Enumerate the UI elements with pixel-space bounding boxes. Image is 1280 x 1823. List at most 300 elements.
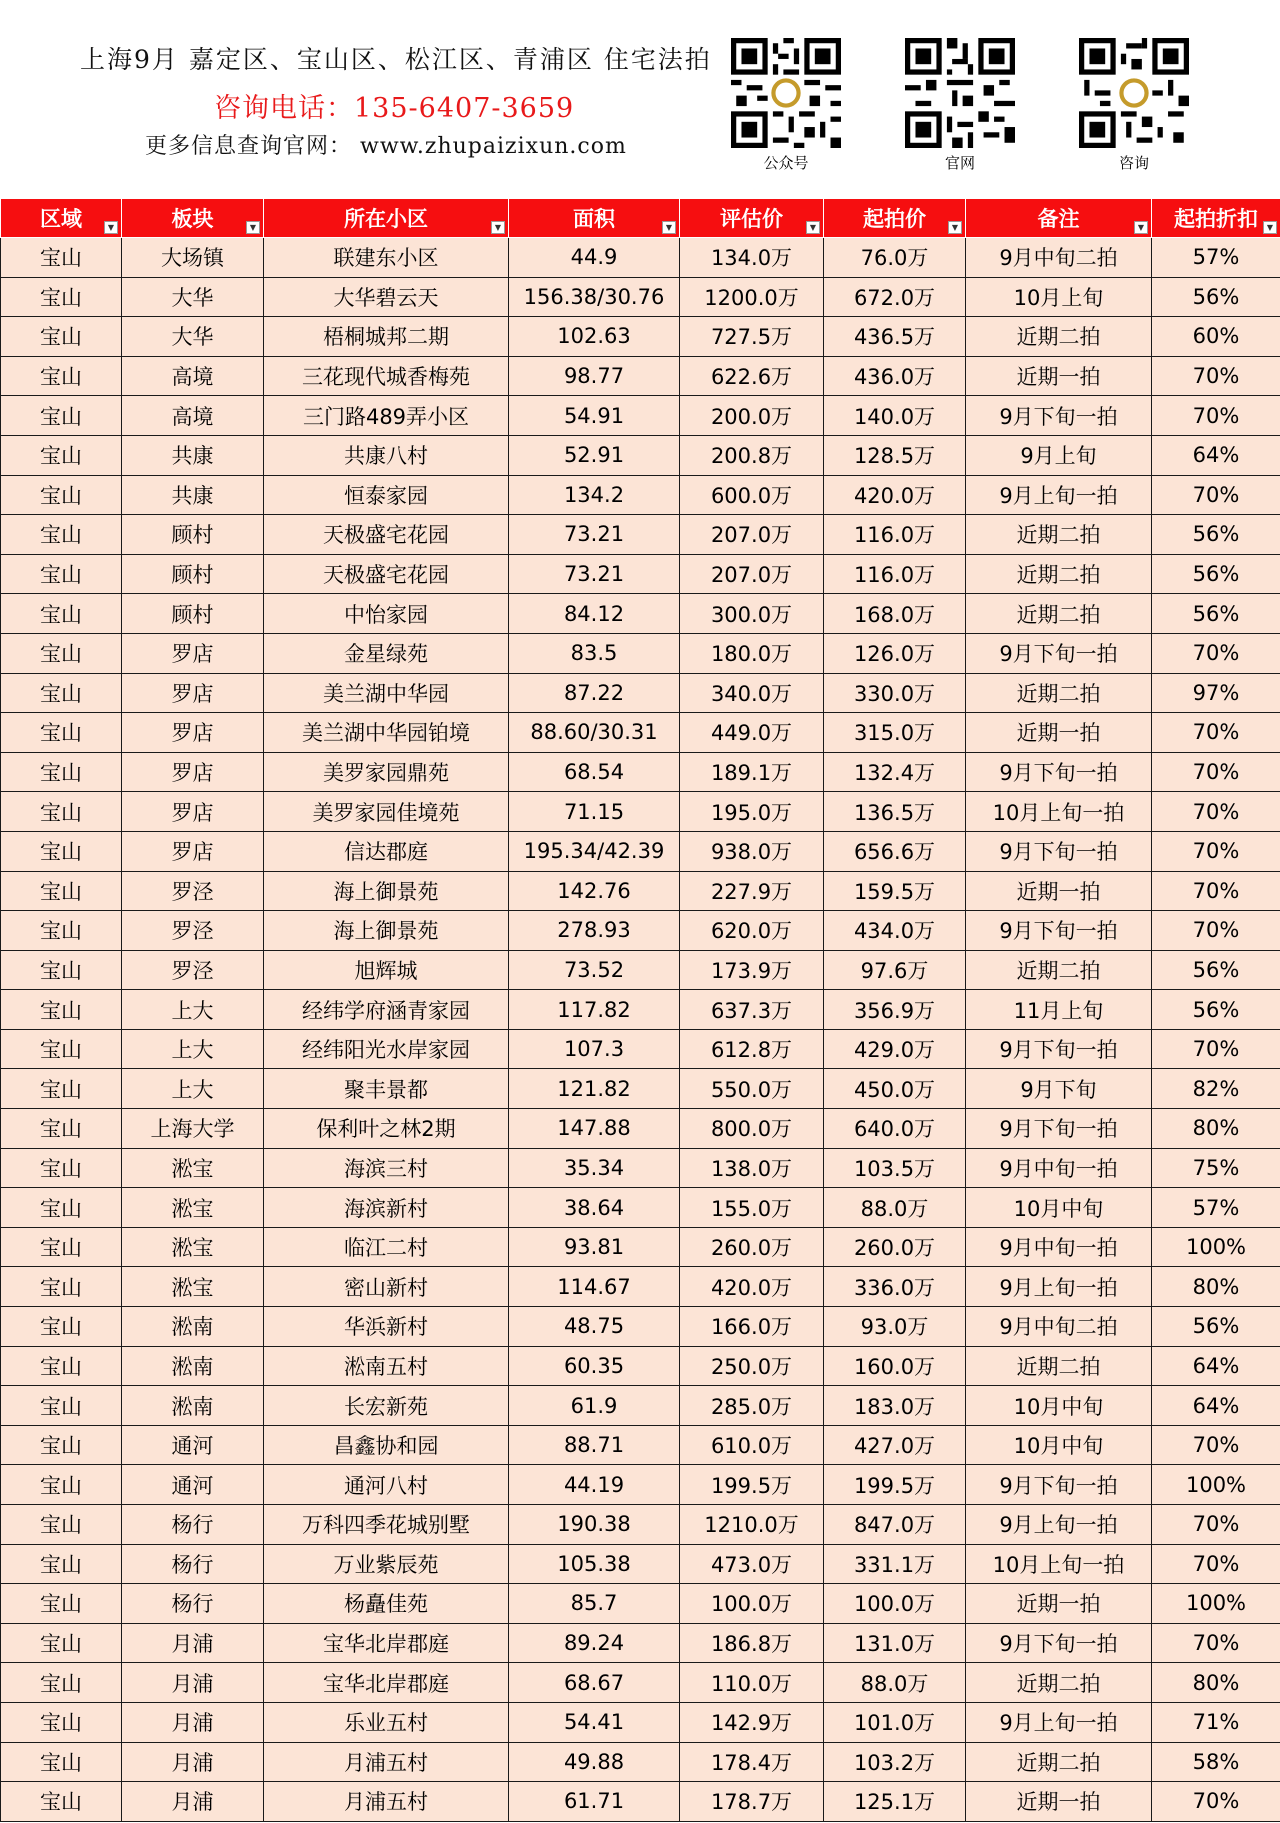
cell-note: 近期二拍 [966, 594, 1152, 634]
cell-appraisal: 199.5万 [680, 1465, 824, 1505]
cell-starting-price: 125.1万 [824, 1782, 966, 1822]
auction-table [0, 198, 1280, 1822]
cell-starting-price: 97.6万 [824, 950, 966, 990]
cell-starting-price: 116.0万 [824, 554, 966, 594]
cell-area: 49.88 [509, 1742, 680, 1782]
cell-starting-price: 260.0万 [824, 1227, 966, 1267]
cell-area: 88.60/30.31 [509, 713, 680, 753]
cell-appraisal: 600.0万 [680, 475, 824, 515]
cell-district: 宝山 [1, 673, 122, 713]
table-row [1, 831, 1280, 871]
cell-area: 44.19 [509, 1465, 680, 1505]
table-row [1, 554, 1280, 594]
cell-sector: 淞南 [122, 1386, 264, 1426]
cell-appraisal: 207.0万 [680, 515, 824, 555]
cell-sector: 高境 [122, 396, 264, 436]
cell-note: 近期一拍 [966, 1584, 1152, 1624]
cell-starting-price: 101.0万 [824, 1702, 966, 1742]
cell-discount: 70% [1152, 356, 1280, 396]
qr-code-icon [905, 38, 1015, 148]
column-header[interactable]: 板块 ▼ [122, 199, 264, 238]
cell-area: 190.38 [509, 1505, 680, 1545]
cell-sector: 杨行 [122, 1584, 264, 1624]
cell-starting-price: 429.0万 [824, 1029, 966, 1069]
cell-community: 万业紫辰苑 [264, 1544, 509, 1584]
cell-sector: 淞宝 [122, 1148, 264, 1188]
table-row [1, 633, 1280, 673]
filter-dropdown-icon[interactable]: ▼ [246, 221, 260, 234]
cell-note: 9月上旬 [966, 435, 1152, 475]
page-title: 上海9月 嘉定区、宝山区、松江区、青浦区 住宅法拍 [80, 45, 712, 74]
cell-area: 73.21 [509, 554, 680, 594]
cell-area: 87.22 [509, 673, 680, 713]
cell-district: 宝山 [1, 792, 122, 832]
cell-community: 海滨新村 [264, 1188, 509, 1228]
cell-appraisal: 473.0万 [680, 1544, 824, 1584]
cell-area: 195.34/42.39 [509, 831, 680, 871]
table-row [1, 396, 1280, 436]
cell-appraisal: 155.0万 [680, 1188, 824, 1228]
cell-community: 月浦五村 [264, 1742, 509, 1782]
cell-area: 142.76 [509, 871, 680, 911]
cell-starting-price: 640.0万 [824, 1109, 966, 1149]
table-row [1, 1188, 1280, 1228]
cell-area: 54.41 [509, 1702, 680, 1742]
cell-discount: 70% [1152, 1425, 1280, 1465]
cell-note: 9月中旬二拍 [966, 1307, 1152, 1347]
cell-discount: 70% [1152, 792, 1280, 832]
cell-discount: 80% [1152, 1267, 1280, 1307]
cell-sector: 通河 [122, 1425, 264, 1465]
cell-appraisal: 166.0万 [680, 1307, 824, 1347]
cell-discount: 70% [1152, 752, 1280, 792]
column-header[interactable]: 备注 ▼ [966, 199, 1152, 238]
table-row [1, 356, 1280, 396]
cell-sector: 大华 [122, 277, 264, 317]
cell-starting-price: 140.0万 [824, 396, 966, 436]
cell-note: 10月中旬 [966, 1425, 1152, 1465]
cell-community: 海滨三村 [264, 1148, 509, 1188]
cell-discount: 70% [1152, 1782, 1280, 1822]
cell-district: 宝山 [1, 435, 122, 475]
cell-community: 大华碧云天 [264, 277, 509, 317]
cell-discount: 70% [1152, 633, 1280, 673]
cell-appraisal: 727.5万 [680, 317, 824, 357]
cell-note: 9月下旬一拍 [966, 752, 1152, 792]
cell-discount: 82% [1152, 1069, 1280, 1109]
cell-sector: 大华 [122, 317, 264, 357]
cell-area: 44.9 [509, 238, 680, 278]
cell-district: 宝山 [1, 396, 122, 436]
cell-appraisal: 110.0万 [680, 1663, 824, 1703]
cell-area: 89.24 [509, 1623, 680, 1663]
table-row [1, 1623, 1280, 1663]
cell-district: 宝山 [1, 1346, 122, 1386]
qr-caption: 官网 [944, 154, 975, 172]
cell-sector: 上大 [122, 1029, 264, 1069]
cell-note: 9月下旬一拍 [966, 911, 1152, 951]
filter-dropdown-icon[interactable]: ▼ [1263, 221, 1277, 234]
cell-area: 102.63 [509, 317, 680, 357]
cell-community: 恒泰家园 [264, 475, 509, 515]
cell-community: 天极盛宅花园 [264, 515, 509, 555]
table-row [1, 871, 1280, 911]
cell-appraisal: 189.1万 [680, 752, 824, 792]
qr-code-icon [1079, 38, 1189, 148]
table-row [1, 435, 1280, 475]
cell-appraisal: 449.0万 [680, 713, 824, 753]
table-row [1, 1029, 1280, 1069]
cell-sector: 罗店 [122, 792, 264, 832]
cell-starting-price: 88.0万 [824, 1663, 966, 1703]
page-header [0, 0, 1280, 198]
table-header-row [1, 199, 1280, 238]
table-row [1, 1307, 1280, 1347]
cell-discount: 100% [1152, 1227, 1280, 1267]
cell-sector: 大场镇 [122, 238, 264, 278]
cell-note: 9月上旬一拍 [966, 1505, 1152, 1545]
cell-sector: 淞南 [122, 1346, 264, 1386]
cell-note: 近期二拍 [966, 1663, 1152, 1703]
filter-dropdown-icon[interactable]: ▼ [104, 221, 118, 234]
cell-community: 美兰湖中华园 [264, 673, 509, 713]
cell-appraisal: 134.0万 [680, 238, 824, 278]
column-header[interactable]: 面积 ▼ [509, 199, 680, 238]
cell-sector: 顾村 [122, 594, 264, 634]
cell-community: 华浜新村 [264, 1307, 509, 1347]
cell-sector: 罗店 [122, 633, 264, 673]
cell-sector: 顾村 [122, 515, 264, 555]
cell-sector: 上大 [122, 990, 264, 1030]
cell-area: 88.71 [509, 1425, 680, 1465]
table-row [1, 1148, 1280, 1188]
table-row [1, 1346, 1280, 1386]
cell-community: 万科四季花城别墅 [264, 1505, 509, 1545]
cell-district: 宝山 [1, 475, 122, 515]
cell-appraisal: 207.0万 [680, 554, 824, 594]
cell-district: 宝山 [1, 990, 122, 1030]
cell-appraisal: 420.0万 [680, 1267, 824, 1307]
column-header[interactable]: 区域 ▼ [1, 199, 122, 238]
cell-area: 85.7 [509, 1584, 680, 1624]
cell-starting-price: 131.0万 [824, 1623, 966, 1663]
cell-note: 10月上旬一拍 [966, 1544, 1152, 1584]
cell-area: 35.34 [509, 1148, 680, 1188]
cell-district: 宝山 [1, 871, 122, 911]
cell-discount: 97% [1152, 673, 1280, 713]
cell-sector: 共康 [122, 475, 264, 515]
cell-discount: 71% [1152, 1702, 1280, 1742]
table-row [1, 1227, 1280, 1267]
cell-sector: 杨行 [122, 1505, 264, 1545]
cell-appraisal: 1210.0万 [680, 1505, 824, 1545]
table-row [1, 673, 1280, 713]
qr-official-site[interactable] [904, 38, 1016, 173]
cell-discount: 56% [1152, 1307, 1280, 1347]
cell-area: 114.67 [509, 1267, 680, 1307]
cell-discount: 70% [1152, 911, 1280, 951]
cell-note: 近期一拍 [966, 1782, 1152, 1822]
table-row [1, 277, 1280, 317]
cell-appraisal: 178.4万 [680, 1742, 824, 1782]
cell-district: 宝山 [1, 1109, 122, 1149]
cell-starting-price: 330.0万 [824, 673, 966, 713]
cell-community: 经纬学府涵青家园 [264, 990, 509, 1030]
cell-area: 68.67 [509, 1663, 680, 1703]
cell-note: 近期一拍 [966, 356, 1152, 396]
cell-sector: 淞宝 [122, 1227, 264, 1267]
cell-area: 278.93 [509, 911, 680, 951]
cell-starting-price: 76.0万 [824, 238, 966, 278]
cell-sector: 罗泾 [122, 950, 264, 990]
cell-area: 61.9 [509, 1386, 680, 1426]
cell-area: 52.91 [509, 435, 680, 475]
column-header[interactable]: 起拍价 ▼ [824, 199, 966, 238]
cell-starting-price: 132.4万 [824, 752, 966, 792]
cell-starting-price: 427.0万 [824, 1425, 966, 1465]
cell-district: 宝山 [1, 1742, 122, 1782]
cell-area: 54.91 [509, 396, 680, 436]
table-row [1, 713, 1280, 753]
cell-discount: 56% [1152, 990, 1280, 1030]
cell-community: 三花现代城香梅苑 [264, 356, 509, 396]
cell-note: 9月下旬一拍 [966, 1623, 1152, 1663]
filter-dropdown-icon[interactable]: ▼ [1134, 221, 1148, 234]
cell-starting-price: 420.0万 [824, 475, 966, 515]
cell-note: 9月上旬一拍 [966, 1267, 1152, 1307]
cell-area: 71.15 [509, 792, 680, 832]
cell-appraisal: 610.0万 [680, 1425, 824, 1465]
cell-area: 73.52 [509, 950, 680, 990]
cell-note: 9月下旬一拍 [966, 831, 1152, 871]
cell-area: 156.38/30.76 [509, 277, 680, 317]
qr-caption: 咨询 [1118, 154, 1149, 172]
cell-district: 宝山 [1, 1188, 122, 1228]
table-row [1, 1267, 1280, 1307]
cell-starting-price: 103.5万 [824, 1148, 966, 1188]
cell-note: 近期二拍 [966, 673, 1152, 713]
cell-district: 宝山 [1, 1584, 122, 1624]
cell-sector: 淞宝 [122, 1267, 264, 1307]
cell-note: 9月下旬一拍 [966, 633, 1152, 673]
cell-note: 9月下旬 [966, 1069, 1152, 1109]
cell-starting-price: 183.0万 [824, 1386, 966, 1426]
cell-note: 近期二拍 [966, 317, 1152, 357]
cell-discount: 70% [1152, 1623, 1280, 1663]
cell-note: 10月中旬 [966, 1386, 1152, 1426]
table-row [1, 1069, 1280, 1109]
table-row [1, 911, 1280, 951]
cell-community: 海上御景苑 [264, 871, 509, 911]
cell-district: 宝山 [1, 950, 122, 990]
cell-discount: 60% [1152, 317, 1280, 357]
cell-note: 近期二拍 [966, 1742, 1152, 1782]
cell-starting-price: 160.0万 [824, 1346, 966, 1386]
cell-sector: 通河 [122, 1465, 264, 1505]
cell-community: 美兰湖中华园铂境 [264, 713, 509, 753]
cell-district: 宝山 [1, 554, 122, 594]
cell-starting-price: 103.2万 [824, 1742, 966, 1782]
cell-note: 9月中旬一拍 [966, 1227, 1152, 1267]
cell-district: 宝山 [1, 1702, 122, 1742]
cell-district: 宝山 [1, 1267, 122, 1307]
cell-discount: 64% [1152, 1346, 1280, 1386]
cell-discount: 56% [1152, 515, 1280, 555]
cell-appraisal: 285.0万 [680, 1386, 824, 1426]
cell-note: 9月下旬一拍 [966, 1109, 1152, 1149]
cell-starting-price: 331.1万 [824, 1544, 966, 1584]
cell-sector: 上大 [122, 1069, 264, 1109]
cell-appraisal: 180.0万 [680, 633, 824, 673]
cell-area: 38.64 [509, 1188, 680, 1228]
cell-appraisal: 800.0万 [680, 1109, 824, 1149]
cell-appraisal: 300.0万 [680, 594, 824, 634]
cell-community: 联建东小区 [264, 238, 509, 278]
cell-area: 84.12 [509, 594, 680, 634]
cell-community: 海上御景苑 [264, 911, 509, 951]
cell-district: 宝山 [1, 752, 122, 792]
cell-starting-price: 159.5万 [824, 871, 966, 911]
cell-area: 68.54 [509, 752, 680, 792]
cell-starting-price: 136.5万 [824, 792, 966, 832]
table-row [1, 1386, 1280, 1426]
cell-district: 宝山 [1, 317, 122, 357]
filter-dropdown-icon[interactable]: ▼ [806, 221, 820, 234]
cell-appraisal: 195.0万 [680, 792, 824, 832]
cell-starting-price: 434.0万 [824, 911, 966, 951]
cell-district: 宝山 [1, 277, 122, 317]
cell-sector: 杨行 [122, 1544, 264, 1584]
cell-sector: 罗泾 [122, 871, 264, 911]
table-row [1, 1109, 1280, 1149]
cell-community: 聚丰景都 [264, 1069, 509, 1109]
cell-appraisal: 173.9万 [680, 950, 824, 990]
cell-discount: 56% [1152, 594, 1280, 634]
cell-starting-price: 128.5万 [824, 435, 966, 475]
table-row [1, 317, 1280, 357]
cell-starting-price: 672.0万 [824, 277, 966, 317]
cell-note: 9月下旬一拍 [966, 396, 1152, 436]
cell-sector: 顾村 [122, 554, 264, 594]
cell-discount: 56% [1152, 277, 1280, 317]
filter-dropdown-icon[interactable]: ▼ [491, 221, 505, 234]
column-header[interactable]: 评估价 ▼ [680, 199, 824, 238]
filter-dropdown-icon[interactable]: ▼ [948, 221, 962, 234]
cell-sector: 月浦 [122, 1782, 264, 1822]
cell-district: 宝山 [1, 713, 122, 753]
cell-district: 宝山 [1, 1227, 122, 1267]
cell-community: 美罗家园佳境苑 [264, 792, 509, 832]
cell-community: 通河八村 [264, 1465, 509, 1505]
cell-community: 临江二村 [264, 1227, 509, 1267]
cell-sector: 月浦 [122, 1623, 264, 1663]
qr-consult[interactable] [1078, 38, 1190, 173]
cell-community: 乐业五村 [264, 1702, 509, 1742]
cell-community: 共康八村 [264, 435, 509, 475]
cell-area: 134.2 [509, 475, 680, 515]
cell-discount: 70% [1152, 1029, 1280, 1069]
cell-starting-price: 199.5万 [824, 1465, 966, 1505]
cell-community: 经纬阳光水岸家园 [264, 1029, 509, 1069]
cell-note: 9月中旬二拍 [966, 238, 1152, 278]
cell-sector: 罗店 [122, 831, 264, 871]
cell-note: 近期二拍 [966, 1346, 1152, 1386]
cell-appraisal: 227.9万 [680, 871, 824, 911]
cell-discount: 70% [1152, 713, 1280, 753]
column-header[interactable]: 所在小区 ▼ [264, 199, 509, 238]
cell-sector: 月浦 [122, 1742, 264, 1782]
cell-area: 93.81 [509, 1227, 680, 1267]
column-header[interactable]: 起拍折扣 ▼ [1152, 199, 1280, 238]
cell-district: 宝山 [1, 1465, 122, 1505]
cell-sector: 罗店 [122, 713, 264, 753]
cell-area: 48.75 [509, 1307, 680, 1347]
cell-discount: 100% [1152, 1584, 1280, 1624]
cell-starting-price: 126.0万 [824, 633, 966, 673]
cell-community: 杨矗佳苑 [264, 1584, 509, 1624]
cell-discount: 58% [1152, 1742, 1280, 1782]
cell-sector: 罗店 [122, 752, 264, 792]
table-row [1, 950, 1280, 990]
cell-community: 昌鑫协和园 [264, 1425, 509, 1465]
qr-official-account[interactable] [730, 38, 842, 173]
cell-appraisal: 138.0万 [680, 1148, 824, 1188]
cell-sector: 淞宝 [122, 1188, 264, 1228]
table-row [1, 515, 1280, 555]
cell-sector: 月浦 [122, 1702, 264, 1742]
cell-community: 长宏新苑 [264, 1386, 509, 1426]
table-row [1, 1742, 1280, 1782]
table-row [1, 1663, 1280, 1703]
filter-dropdown-icon[interactable]: ▼ [662, 221, 676, 234]
table-row [1, 752, 1280, 792]
cell-starting-price: 116.0万 [824, 515, 966, 555]
cell-note: 9月中旬一拍 [966, 1148, 1152, 1188]
cell-note: 9月下旬一拍 [966, 1465, 1152, 1505]
cell-community: 保利叶之林2期 [264, 1109, 509, 1149]
table-row [1, 1544, 1280, 1584]
cell-appraisal: 550.0万 [680, 1069, 824, 1109]
table-row [1, 238, 1280, 278]
cell-community: 金星绿苑 [264, 633, 509, 673]
cell-community: 月浦五村 [264, 1782, 509, 1822]
cell-district: 宝山 [1, 238, 122, 278]
table-row [1, 792, 1280, 832]
cell-note: 近期一拍 [966, 871, 1152, 911]
cell-area: 105.38 [509, 1544, 680, 1584]
cell-sector: 罗泾 [122, 911, 264, 951]
cell-area: 83.5 [509, 633, 680, 673]
cell-note: 近期二拍 [966, 950, 1152, 990]
cell-starting-price: 315.0万 [824, 713, 966, 753]
table-row [1, 1505, 1280, 1545]
cell-area: 73.21 [509, 515, 680, 555]
cell-district: 宝山 [1, 1425, 122, 1465]
cell-district: 宝山 [1, 1386, 122, 1426]
cell-note: 9月上旬一拍 [966, 1702, 1152, 1742]
cell-discount: 70% [1152, 475, 1280, 515]
cell-note: 10月中旬 [966, 1188, 1152, 1228]
cell-sector: 共康 [122, 435, 264, 475]
cell-district: 宝山 [1, 1782, 122, 1822]
website-link[interactable]: 更多信息查询官网： www.zhupaizixun.com [145, 134, 627, 159]
cell-starting-price: 100.0万 [824, 1584, 966, 1624]
cell-community: 密山新村 [264, 1267, 509, 1307]
cell-appraisal: 100.0万 [680, 1584, 824, 1624]
cell-district: 宝山 [1, 1544, 122, 1584]
cell-area: 107.3 [509, 1029, 680, 1069]
cell-district: 宝山 [1, 1069, 122, 1109]
